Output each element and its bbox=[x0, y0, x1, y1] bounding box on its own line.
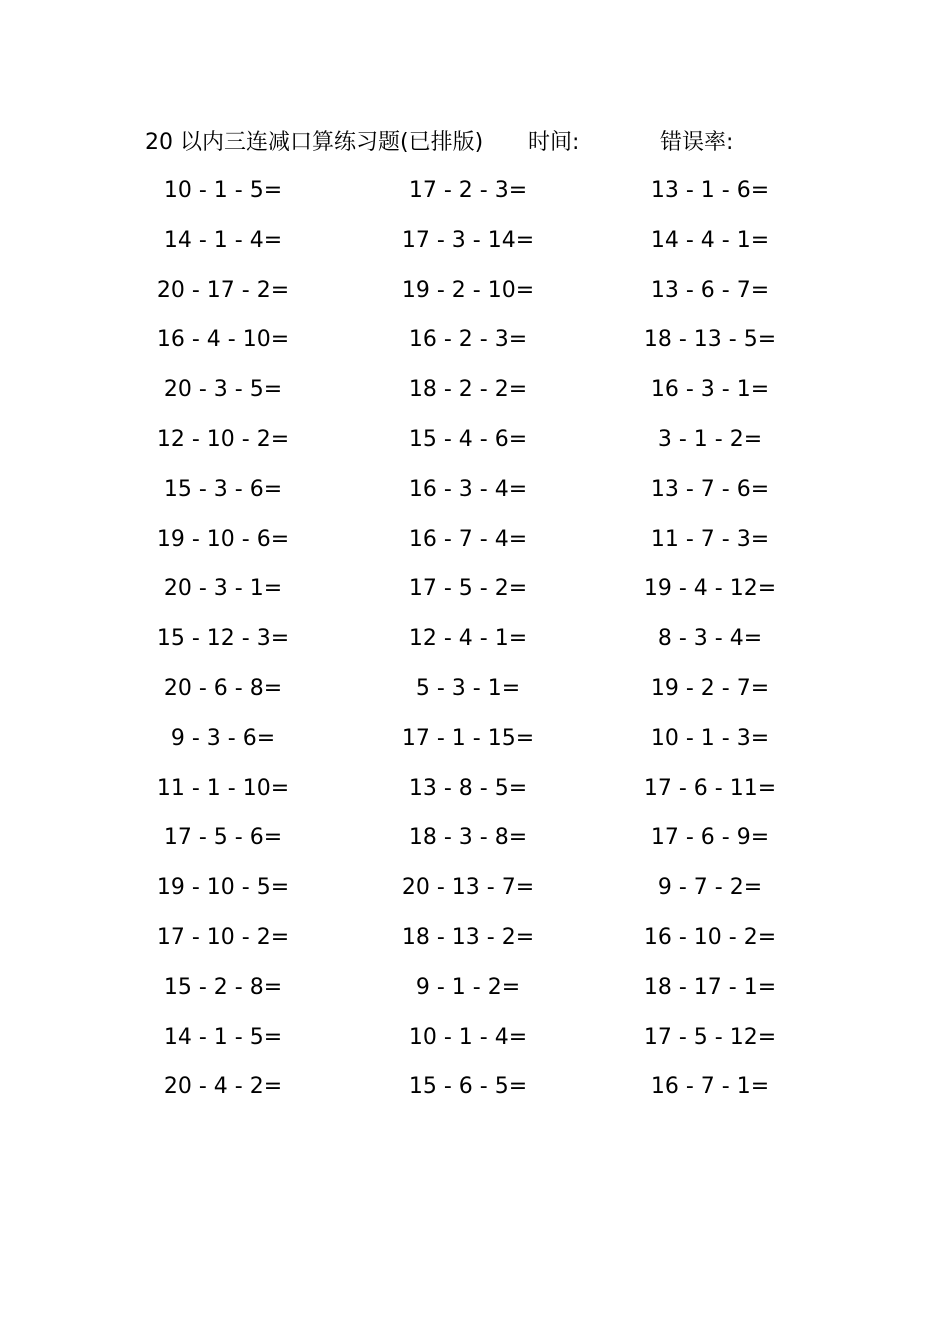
problem-row bbox=[0, 664, 950, 714]
problem-item: 18 - 2 - 2= bbox=[408, 377, 528, 403]
problem-item: 13 - 6 - 7= bbox=[650, 277, 770, 303]
problem-row bbox=[0, 415, 950, 465]
problem-item: 18 - 3 - 8= bbox=[408, 825, 528, 851]
problem-item: 10 - 1 - 5= bbox=[163, 178, 283, 203]
problem-row bbox=[0, 216, 950, 266]
problem-item: 16 - 4 - 10= bbox=[156, 327, 290, 353]
problem-row bbox=[0, 166, 950, 216]
problem-item: 16 - 7 - 4= bbox=[408, 526, 528, 552]
time-label: 时间: bbox=[528, 130, 580, 155]
problem-row bbox=[0, 266, 950, 316]
problem-item: 12 - 10 - 2= bbox=[156, 426, 290, 452]
problem-row bbox=[0, 963, 950, 1013]
problem-item: 15 - 12 - 3= bbox=[156, 626, 290, 652]
problem-item: 17 - 1 - 15= bbox=[401, 725, 535, 751]
problem-row bbox=[0, 863, 950, 913]
problem-item: 17 - 2 - 3= bbox=[408, 178, 528, 203]
problem-item: 13 - 1 - 6= bbox=[650, 178, 770, 203]
problem-row bbox=[0, 515, 950, 565]
problem-item: 9 - 3 - 6= bbox=[170, 725, 276, 751]
problem-row bbox=[0, 813, 950, 863]
problem-item: 17 - 6 - 11= bbox=[643, 775, 777, 801]
problem-row bbox=[0, 1062, 950, 1112]
problem-row bbox=[0, 1013, 950, 1063]
problem-item: 11 - 1 - 10= bbox=[156, 775, 290, 801]
problem-item: 19 - 2 - 10= bbox=[401, 277, 535, 303]
problem-item: 17 - 5 - 6= bbox=[163, 825, 283, 851]
problem-item: 20 - 3 - 5= bbox=[163, 377, 283, 403]
problem-item: 17 - 5 - 12= bbox=[643, 1024, 777, 1050]
problem-item: 16 - 10 - 2= bbox=[643, 924, 777, 950]
problem-item: 3 - 1 - 2= bbox=[657, 426, 763, 452]
problem-item: 17 - 6 - 9= bbox=[650, 825, 770, 851]
problem-row bbox=[0, 714, 950, 764]
problem-item: 9 - 1 - 2= bbox=[415, 974, 521, 1000]
problem-row bbox=[0, 365, 950, 415]
problem-item: 20 - 4 - 2= bbox=[163, 1074, 283, 1100]
problem-item: 18 - 13 - 2= bbox=[401, 924, 535, 950]
problem-item: 15 - 2 - 8= bbox=[163, 974, 283, 1000]
problem-item: 13 - 7 - 6= bbox=[650, 476, 770, 502]
worksheet-title: 20 以内三连减口算练习题(已排版) bbox=[145, 130, 484, 155]
problem-item: 16 - 3 - 1= bbox=[650, 377, 770, 403]
problem-item: 16 - 7 - 1= bbox=[650, 1074, 770, 1100]
problem-item: 16 - 3 - 4= bbox=[408, 476, 528, 502]
problem-item: 18 - 17 - 1= bbox=[643, 974, 777, 1000]
problem-item: 8 - 3 - 4= bbox=[657, 626, 763, 652]
problem-item: 12 - 4 - 1= bbox=[408, 626, 528, 652]
error-rate-label: 错误率: bbox=[660, 130, 734, 155]
problem-grid bbox=[0, 166, 950, 1112]
problem-item: 15 - 3 - 6= bbox=[163, 476, 283, 502]
problem-item: 10 - 1 - 3= bbox=[650, 725, 770, 751]
problem-item: 19 - 10 - 5= bbox=[156, 875, 290, 901]
problem-item: 20 - 13 - 7= bbox=[401, 875, 535, 901]
problem-item: 20 - 6 - 8= bbox=[163, 675, 283, 701]
problem-item: 5 - 3 - 1= bbox=[415, 675, 521, 701]
problem-row bbox=[0, 564, 950, 614]
problem-row bbox=[0, 913, 950, 963]
worksheet-header bbox=[0, 126, 950, 160]
problem-row bbox=[0, 614, 950, 664]
problem-item: 10 - 1 - 4= bbox=[408, 1024, 528, 1050]
problem-item: 18 - 13 - 5= bbox=[643, 327, 777, 353]
problem-item: 17 - 3 - 14= bbox=[401, 227, 535, 253]
problem-item: 19 - 10 - 6= bbox=[156, 526, 290, 552]
problem-item: 14 - 1 - 4= bbox=[163, 227, 283, 253]
problem-item: 17 - 5 - 2= bbox=[408, 576, 528, 602]
problem-item: 19 - 4 - 12= bbox=[643, 576, 777, 602]
problem-item: 20 - 3 - 1= bbox=[163, 576, 283, 602]
problem-item: 17 - 10 - 2= bbox=[156, 924, 290, 950]
problem-item: 14 - 1 - 5= bbox=[163, 1024, 283, 1050]
problem-item: 15 - 6 - 5= bbox=[408, 1074, 528, 1100]
problem-item: 20 - 17 - 2= bbox=[156, 277, 290, 303]
problem-row bbox=[0, 315, 950, 365]
problem-item: 16 - 2 - 3= bbox=[408, 327, 528, 353]
problem-item: 19 - 2 - 7= bbox=[650, 675, 770, 701]
problem-item: 13 - 8 - 5= bbox=[408, 775, 528, 801]
problem-item: 9 - 7 - 2= bbox=[657, 875, 763, 901]
problem-row bbox=[0, 465, 950, 515]
problem-item: 11 - 7 - 3= bbox=[650, 526, 770, 552]
problem-item: 15 - 4 - 6= bbox=[408, 426, 528, 452]
problem-item: 14 - 4 - 1= bbox=[650, 227, 770, 253]
problem-row bbox=[0, 764, 950, 814]
